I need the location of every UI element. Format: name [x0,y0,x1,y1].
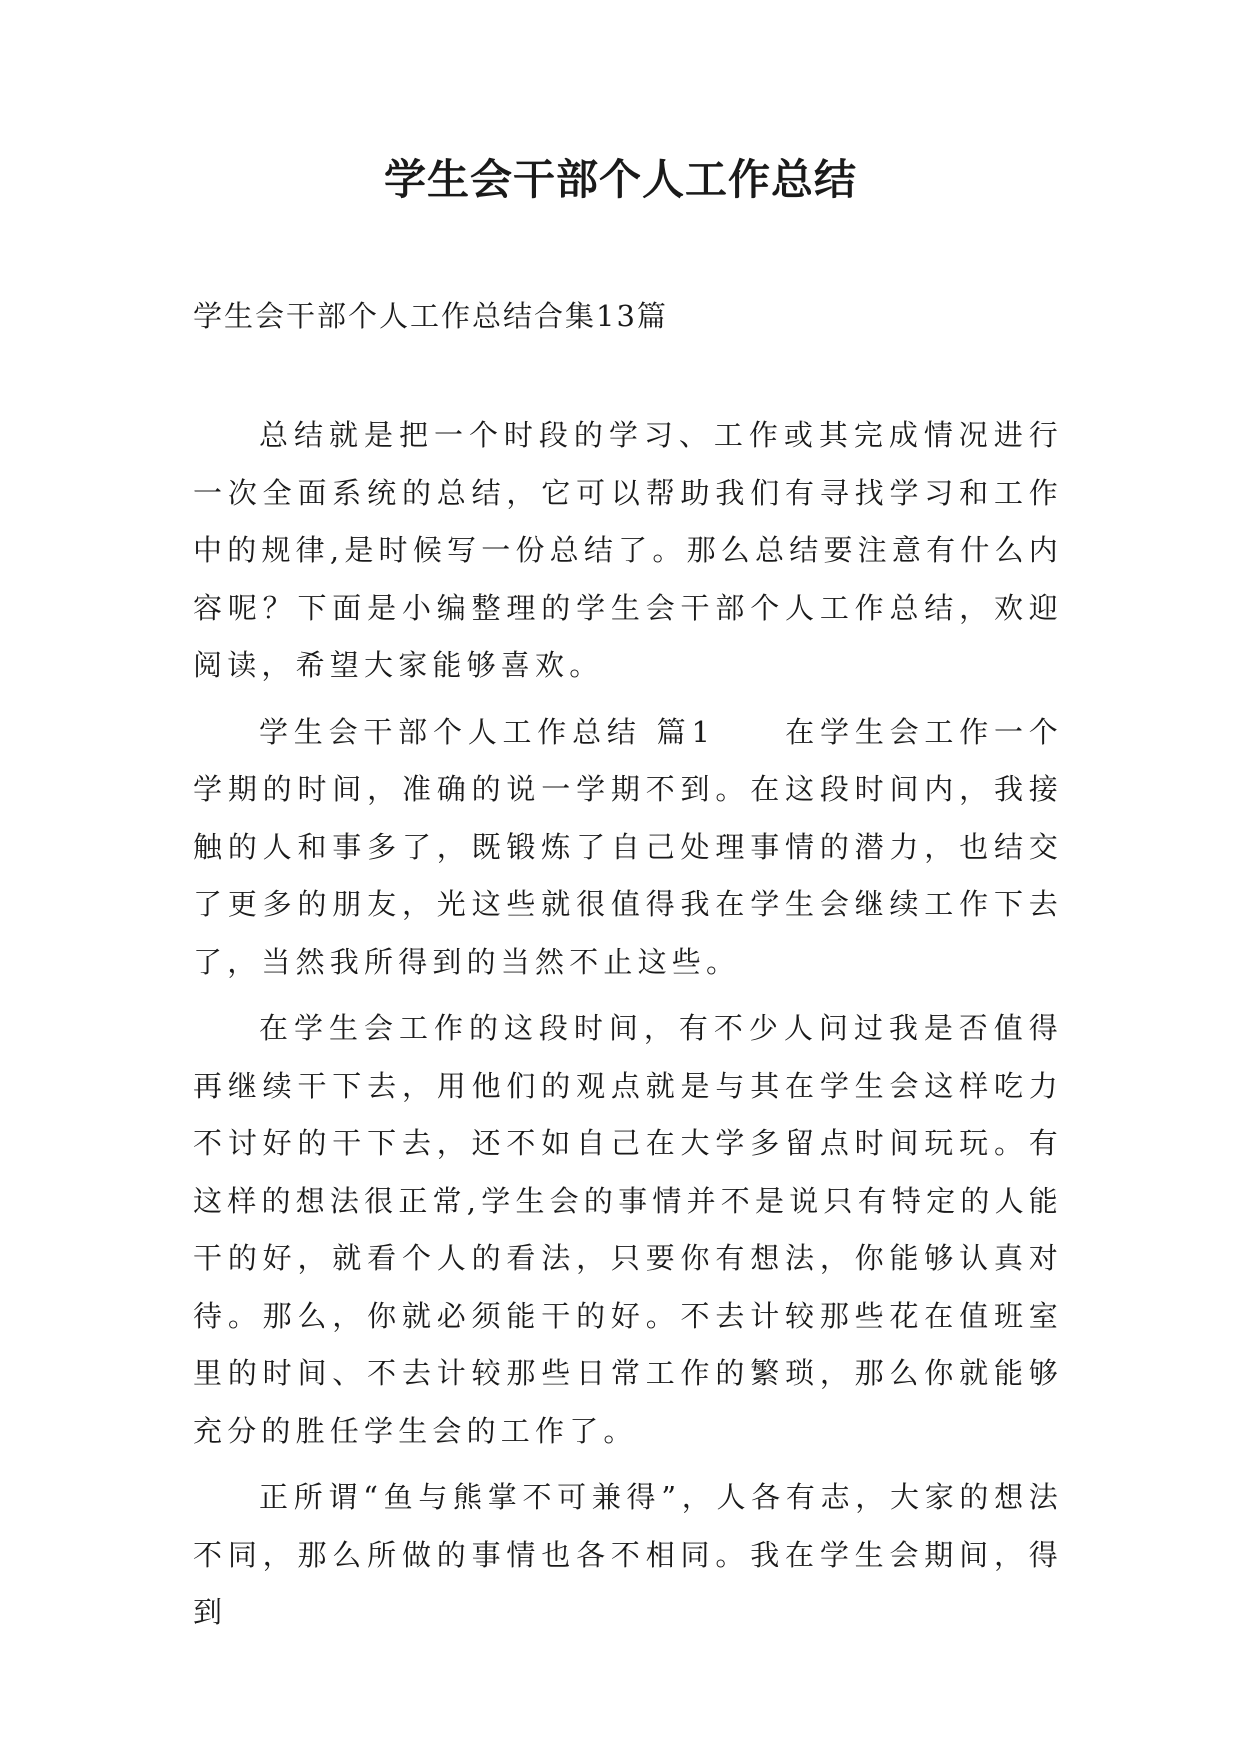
paragraph-worth-continuing: 在学生会工作的这段时间，有不少人问过我是否值得再继续干下去，用他们的观点就是与其在学生会这样吃力不讨好的干下去，还不如自己在大学多留点时间玩玩。有这样的想法很正常,学生会的事情并不是说只有特定的人能干的好，就看个人的看法，只要你有想法，你能够认真对待。那么，你就必须能干的好。不去计较那些花在值班室里的时间、不去计较那些日常工作的繁琐，那么你就能够充分的胜任学生会的工作了。 [193,1011,1063,1448]
document-title: 学生会干部个人工作总结 [383,155,857,204]
paragraph-different-aspirations: 正所谓“鱼与熊掌不可兼得”，人各有志，大家的想法不同，那么所做的事情也各不相同。我在学生会期间，得到 [193,1480,1063,1629]
document-subtitle: 学生会干部个人工作总结合集13篇 [193,299,668,333]
document-body [193,407,1063,1651]
paragraph-section-1: 学生会干部个人工作总结 篇1 在学生会工作一个学期的时间，准确的说一学期不到。在这段时间内，我接触的人和事多了，既锻炼了自己处理事情的潜力，也结交了更多的朋友，光这些就很值得我在学生会继续工作下去了，当然我所得到的当然不止这些。 [193,714,1063,979]
paragraph-intro: 总结就是把一个时段的学习、工作或其完成情况进行一次全面系统的总结，它可以帮助我们有寻找学习和工作中的规律,是时候写一份总结了。那么总结要注意有什么内容呢？下面是小编整理的学生会干部个人工作总结，欢迎阅读，希望大家能够喜欢。 [193,418,1063,682]
